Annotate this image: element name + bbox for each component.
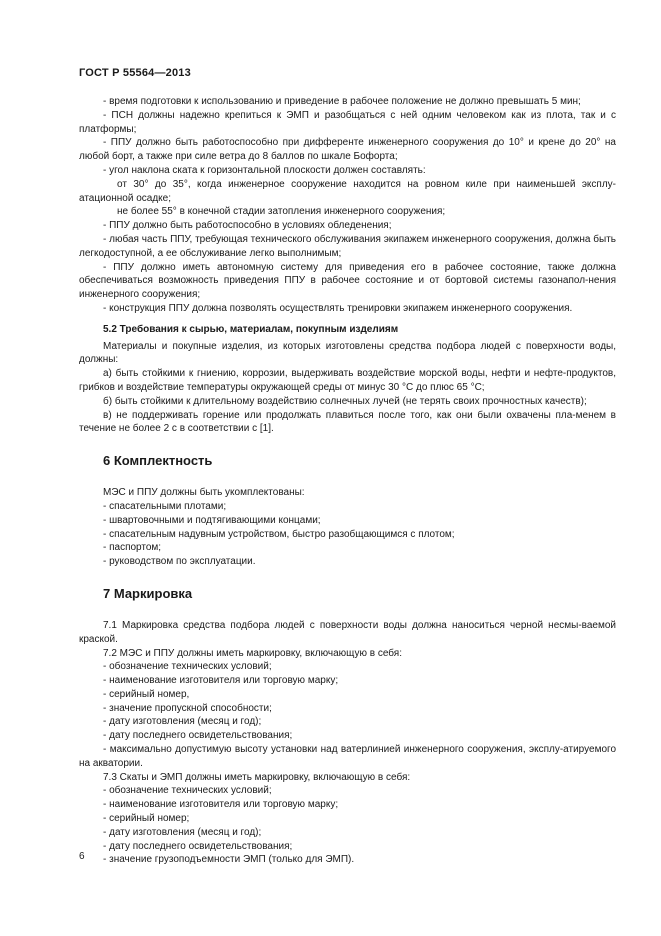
list-item: - значение пропускной способности; [103,702,272,714]
list-item: а) быть стойкими к гниению, коррозии, выдерживать воздействие морской воды, нефти и нефте-продуктов, грибков и воздействие температуры окружающей среды от минус 30 °С до плюс 65 °С; [79,368,616,393]
page-content [79,95,616,867]
paragraph: 7.3 Скаты и ЭМП должны иметь маркировку, включающую в себя: [103,771,411,783]
list-item: - серийный номер, [103,688,190,700]
list-item: - обозначение технических условий; [103,661,272,673]
section-title: 6 Комплектность [103,453,213,469]
list-item: - любая часть ППУ, требующая технического обслуживания экипажем инженерного сооружения, должна быть легкодоступной, а ее обслуживание легко выполнимым; [79,233,616,259]
paragraph: МЭС и ППУ должны быть укомплектованы: [103,487,305,499]
list-item: - дату изготовления (месяц и год); [103,716,262,728]
list-item: - ППУ должно быть работоспособно в условиях обледенения; [103,220,392,232]
list-item: - максимально допустимую высоту установки над ватерлинией инженерного сооружения, эксплу-атируемого на акватории. [79,744,616,769]
list-item: - спасательными плотами; [103,500,227,512]
list-item: - дату последнего освидетельствования; [103,840,293,852]
list-item: - время подготовки к использованию и приведение в рабочее положение не должно превышать 5 мин; [103,96,581,107]
list-item: - серийный номер; [103,813,190,825]
list-item: в) не поддерживать горение или продолжать плавиться после того, как они были охвачены пла-менем в течение не более 2 с в соответствии с [1]. [79,409,616,435]
list-item: - значение грузоподъемности ЭМП (только для ЭМП). [103,854,355,866]
list-item: - ППУ должно быть работоспособно при дифференте инженерного сооружения до 10° и крене до 20° на любой борт, а также при силе ветра до 8 баллов по шкале Бофорта; [79,137,616,163]
list-item: - паспортом; [103,542,162,554]
list-item: не более 55° в конечной стадии затопления инженерного сооружения; [117,206,446,218]
list-item: - наименование изготовителя или торговую марку; [103,799,339,811]
subsection-title: 5.2 Требования к сырью, материалам, покупным изделиям [103,323,399,335]
list-item: - спасательным надувным устройством, быстро разобщающимся с плотом; [103,528,455,540]
list-item: - наименование изготовителя или торговую марку; [103,675,339,687]
paragraph: 7.2 МЭС и ППУ должны иметь маркировку, включающую в себя: [103,647,402,659]
list-item: - ППУ должно иметь автономную систему для приведения его в рабочее состояние, также должна обеспечиваться возможность приведения ППУ в рабочее состояние и от бортовой системы газонапол-нения инженерного сооружения; [79,261,616,301]
list-item: б) быть стойкими к длительному воздействию солнечных лучей (не терять своих прочностных качеств); [103,395,587,407]
list-item: - дату последнего освидетельствования; [103,730,293,742]
list-item: - обозначение технических условий; [103,785,272,797]
document-header: ГОСТ Р 55564—2013 [79,67,191,79]
page-number: 6 [79,851,85,862]
paragraph: Материалы и покупные изделия, из которых изготовлены средства подбора людей с поверхности воды, должны: [79,340,616,366]
list-item: - ПСН должны надежно крепиться к ЭМП и разобщаться с ней одним человеком как из плота, так и с платформы; [79,109,616,135]
list-item: от 30° до 35°, когда инженерное сооружение находится на ровном киле при наименьшей эксплу-атационной осадке; [79,178,616,204]
paragraph: 7.1 Маркировка средства подбора людей с поверхности воды должна наноситься черной несмы-ваемой краской. [79,619,616,645]
list-item: - угол наклона ската к горизонтальной плоскости должен составлять: [103,164,426,176]
list-item: - конструкция ППУ должна позволять осуществлять тренировки экипажем инженерного сооружения. [103,302,573,314]
list-item: - швартовочными и подтягивающими концами; [103,514,321,526]
list-item: - руководством по эксплуатации. [103,556,256,568]
list-item: - дату изготовления (месяц и год); [103,826,262,838]
section-title: 7 Маркировка [103,585,193,601]
